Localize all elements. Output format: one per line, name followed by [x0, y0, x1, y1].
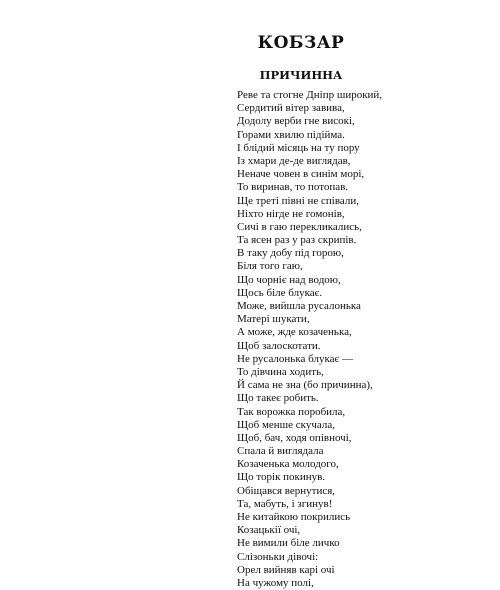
poem-line: Матері шукати, — [237, 313, 310, 326]
poem-line: Щось біле блукає. — [237, 286, 323, 299]
poem-line: Козаченька молодого, — [237, 458, 339, 471]
poem-line: Із хмари де-де виглядав, — [237, 154, 351, 167]
poem-line: Так ворожка поробила, — [237, 405, 346, 418]
poem-line: Ніхто нігде не гомонів, — [237, 207, 345, 220]
poem-line: То дівчина ходить, — [237, 365, 324, 378]
poem-line: Обіщався вернутися, — [237, 484, 336, 497]
poem-line: Щоб залоскотати. — [237, 339, 321, 352]
poem-line: А може, жде козаченька, — [237, 326, 352, 339]
poem-line: Щоб, бач, ходя опівночі, — [237, 431, 352, 444]
poem-line: І блідий місяць на ту пору — [237, 141, 360, 154]
poem-line: Горами хвилю підійма. — [237, 128, 345, 141]
poem-line: Не русалонька блукає — — [237, 352, 353, 365]
poem-line: Та ясен раз у раз скрипів. — [237, 234, 357, 247]
poem-line: Сичі в гаю перекликались, — [237, 220, 362, 233]
poem-line: На чужому полі, — [237, 576, 314, 589]
poem-line: Не вимили біле личко — [237, 537, 340, 550]
poem-line: Щоб менше скучала, — [237, 418, 335, 431]
poem-line: Що чорніє над водою, — [237, 273, 341, 286]
poem-line: Біля того гаю, — [237, 260, 303, 273]
poem-line: Сердитий вітер завива, — [237, 102, 345, 115]
poem-title: ПРИЧИННА — [259, 68, 343, 82]
poem-line: Що торік покинув. — [237, 471, 326, 484]
poem-line: Не китайкою покрились — [237, 511, 351, 523]
poem-line: Й сама не зна (бо причинна), — [237, 379, 373, 392]
poem-line: Слізоньки дівочі: — [237, 550, 319, 563]
poem-text — [237, 89, 382, 590]
poem-line: Спала й виглядала — [237, 445, 324, 458]
poem-line: Додолу верби гне високі, — [237, 115, 355, 128]
poem-line: Козацькії очі, — [237, 524, 301, 537]
poem-line: Ще треті півні не співали, — [237, 194, 359, 207]
book-title: КОБЗАР — [257, 33, 345, 53]
poem-line: Орел вийняв карі очі — [237, 563, 335, 576]
poem-line: Та, мабуть, і згинув! — [237, 497, 333, 510]
poem-line: Неначе човен в синім морі, — [237, 168, 365, 181]
poem-line: Реве та стогне Дніпр широкий, — [237, 89, 383, 101]
poem-line: То виринав, то потопав. — [237, 181, 349, 194]
poem-line: Що такеє робить. — [237, 392, 319, 405]
poem-line: В таку добу під горою, — [237, 247, 344, 260]
poem-line: Може, вийшла русалонька — [237, 300, 361, 312]
